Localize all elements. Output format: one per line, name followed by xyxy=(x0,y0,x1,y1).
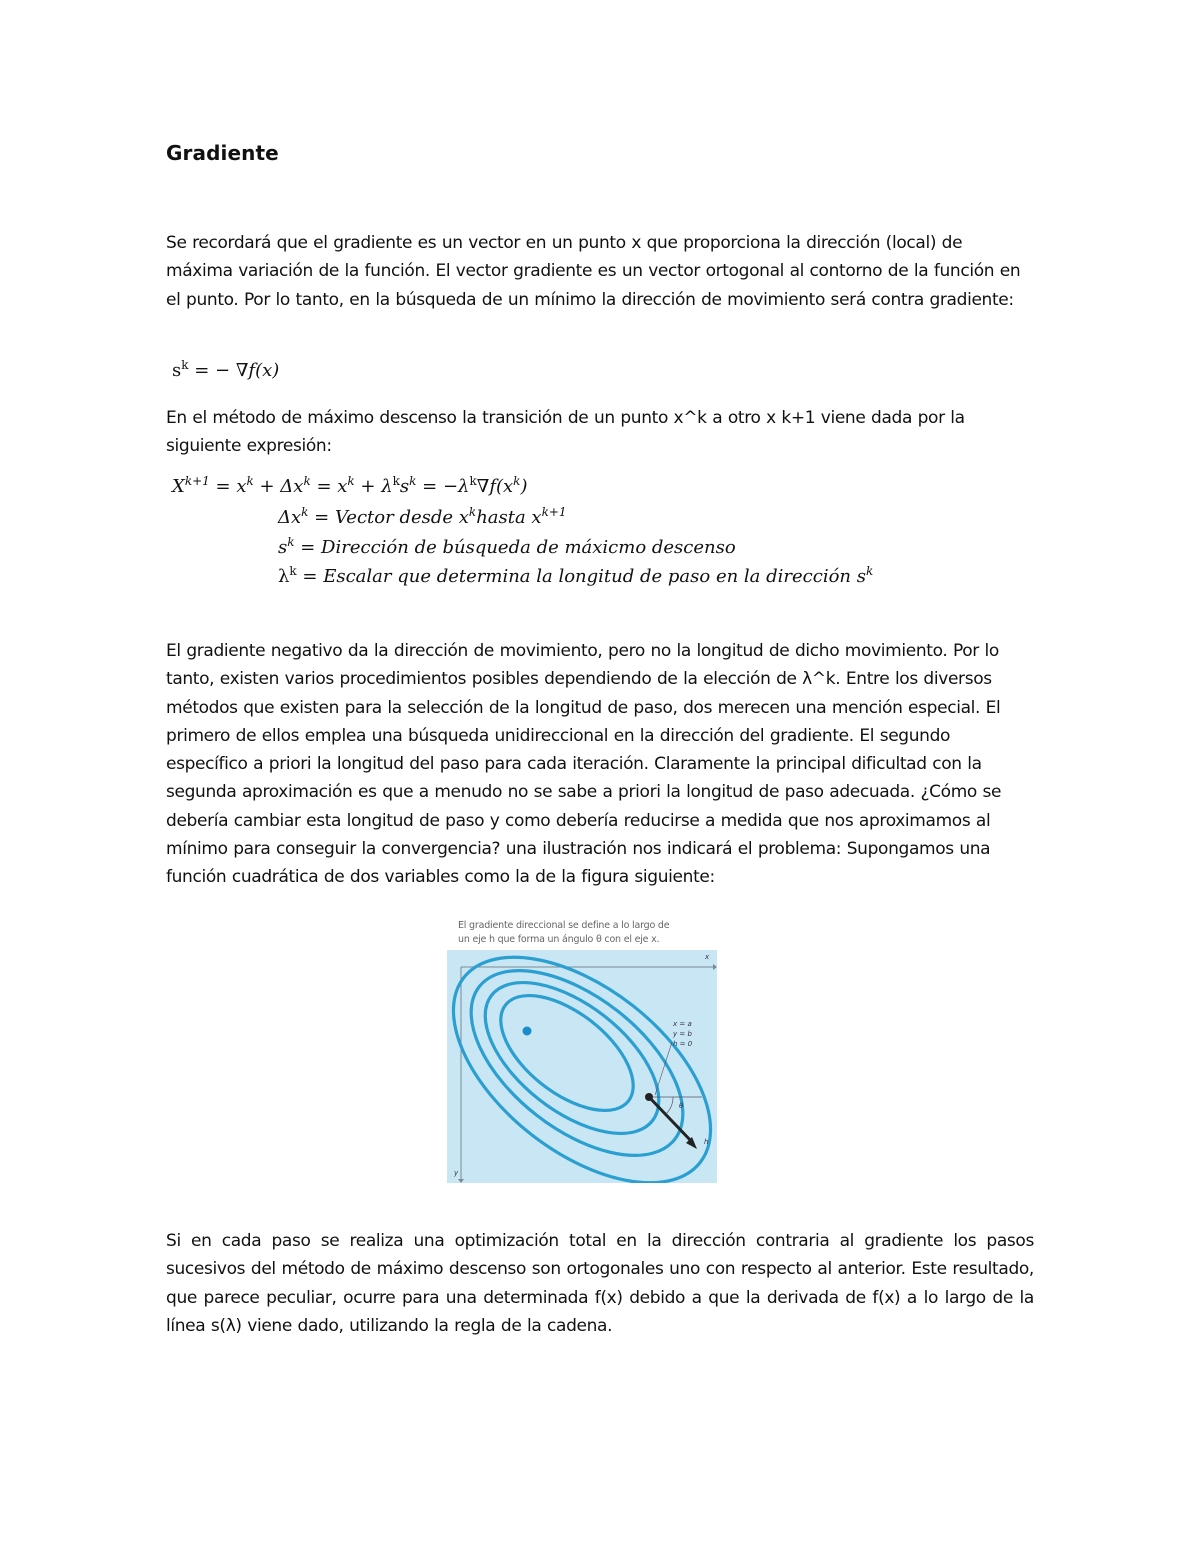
y-axis-label: y xyxy=(454,1169,459,1177)
paragraph-intro: Se recordará que el gradiente es un vector en un punto x que proporciona la dirección (local) de máxima variación de la función. El vector gradiente es un vector ortogonal al contorno de la función en el punto. Por lo tanto, en la búsqueda de un mínimo la dirección de movimiento será contra gradiente: xyxy=(166,233,1021,310)
contour-figure xyxy=(447,916,717,1183)
evaluation-point xyxy=(645,1093,653,1101)
equation-search-direction: $s^k$ = − ∇f(x) xyxy=(172,358,280,381)
theta-label: θ xyxy=(679,1102,684,1110)
point-label-x: x = a xyxy=(673,1020,692,1028)
x-axis-label: x xyxy=(705,953,710,961)
h-axis-label: h xyxy=(704,1138,709,1146)
contour-plot xyxy=(447,950,717,1183)
point-label-y: y = b xyxy=(673,1030,692,1038)
definition-delta-x: $\Delta x^k$ = Vector desde $x^khasta$ $x^{k+1}$ xyxy=(278,505,567,528)
point-label-h: h = 0 xyxy=(673,1040,693,1048)
page-title: Gradiente xyxy=(166,141,279,165)
paragraph-orthogonal-steps: Si en cada paso se realiza una optimización total en la dirección contraria al gradiente los pasos sucesivos del método de máximo descenso son ortogonales uno con respecto al anterior. Este resultado, que parece peculiar, ocurre para una determinada f(x) debido a que la derivada de f(x) a lo largo de la línea s(λ) viene dado, utilizando la regla de la cadena. xyxy=(166,1231,1034,1336)
definition-search-direction: $s^k$ = Dirección de búsqueda de máxicmo descenso xyxy=(278,535,736,558)
paragraph-step-length: El gradiente negativo da la dirección de movimiento, pero no la longitud de dicho movimiento. Por lo tanto, existen varios procedimientos posibles dependiendo de la elección de λ^k. Entre los diversos métodos que existen para la selección de la longitud de paso, dos merecen una mención especial. El primero de ellos emplea una búsqueda unidireccional en la dirección del gradiente. El segundo específico a priori la longitud del paso para cada iteración. Claramente la principal dificultad con la segunda aproximación es que a menudo no se sabe a priori la longitud de paso adecuada. ¿Cómo se debería cambiar esta longitud de paso y como debería reducirse a medida que nos aproximamos al mínimo para conseguir la convergencia? una ilustración nos indicará el problema: Supongamos una función cuadrática de dos variables como la de la figura siguiente: xyxy=(166,641,1002,888)
plot-background xyxy=(447,950,717,1183)
minimum-point xyxy=(523,1027,532,1036)
paragraph-transition: En el método de máximo descenso la transición de un punto x^k a otro x k+1 viene dada por la siguiente expresión: xyxy=(166,408,965,457)
definition-step-length: $\lambda^k$ = Escalar que determina la longitud de paso en la dirección $s^k$ xyxy=(278,564,874,587)
equation-steepest-descent: $X^{k+1} = x^k + \Delta x^k = x^k + \lambda^ks^k = -\lambda^k\nabla f(x^k)$ xyxy=(172,474,528,497)
figure-caption: El gradiente direccional se define a lo largo de un eje h que forma un ángulo θ con el eje x. xyxy=(447,916,717,950)
